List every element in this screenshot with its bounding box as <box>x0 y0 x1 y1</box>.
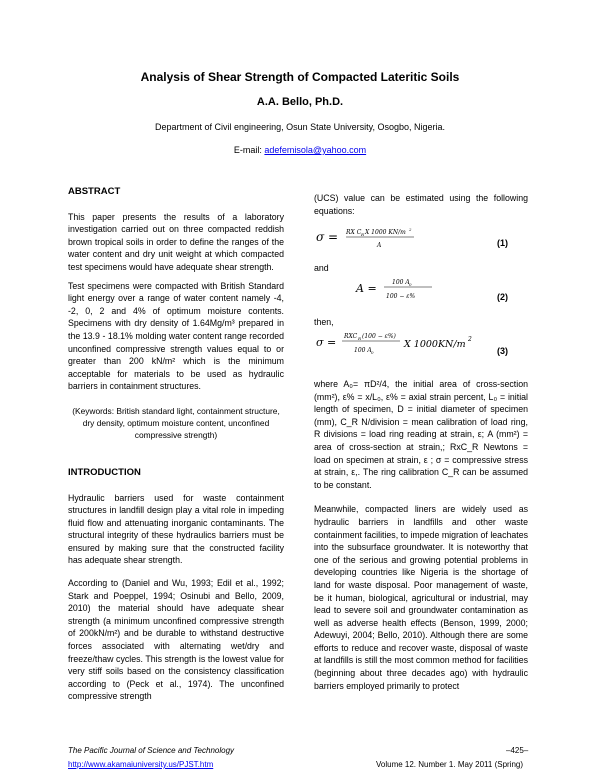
svg-text:100 − ε%: 100 − ε% <box>386 293 416 300</box>
svg-text:X 1000 KN/m: X 1000 KN/m <box>365 229 406 236</box>
svg-text:σ =: σ = <box>316 336 337 349</box>
author: A.A. Bello, Ph.D. <box>256 96 344 108</box>
svg-text:100 A: 100 A <box>392 279 410 286</box>
email-label: E-mail: <box>233 145 262 155</box>
equation-3 <box>314 328 528 358</box>
definitions-paragraph: where A₀= πD²/4, the initial area of cross-section (mm²), ε% = x/L₀, ε% = axial strain percent, L₀ = initial length of specimen, D = initial diameter of specimen (mm), C_R N/division = mean calibration of load ring, R divisions = load ring reading at strain, ε; A (mm²) = area of cross-section at strain,; RxC_R Newtons = load on specimen at strain, ε ; σ = compressive stress at strain, ε,. The ring calibration C_R can be assumed to be constant. <box>314 379 528 490</box>
svg-text:R: R <box>358 336 362 341</box>
email-link[interactable]: adefemisola@yahoo.com <box>264 145 367 155</box>
paper-title: Analysis of Shear Strength of Compacted Lateritic Soils <box>140 70 460 84</box>
svg-text:RX C: RX C <box>346 229 362 236</box>
svg-text:RXC: RXC <box>344 333 358 340</box>
and-label: and <box>314 263 329 273</box>
page-number: –425– <box>506 746 529 755</box>
footer-url-link[interactable]: http://www.akamaiuniversity.us/PJST.htm <box>68 760 214 769</box>
equation-1-number: (1) <box>497 238 508 248</box>
svg-text:A: A <box>377 242 382 249</box>
then-label: then, <box>314 317 334 327</box>
abstract-heading: ABSTRACT <box>68 186 121 197</box>
svg-text:(100 − ε%): (100 − ε%) <box>362 333 396 340</box>
equation-3-graphic <box>314 328 528 358</box>
svg-text:R: R <box>361 232 365 237</box>
keywords: (Keywords: British standard light, containment structure, dry density, optimum moisture content, unconfined compressive strength) <box>72 405 280 440</box>
footer-url-wrapper <box>68 760 213 769</box>
equation-3-number: (3) <box>497 346 508 356</box>
affiliation: Department of Civil engineering, Osun State University, Osogbo, Nigeria. <box>155 122 445 132</box>
footer-journal: The Pacific Journal of Science and Technology <box>68 746 235 755</box>
abstract-paragraph-1: This paper presents the results of a laboratory investigation carried out on three compacted reddish brown tropical soils in order to define the ranges of the water content and dry unit weight at which compacted test specimens would have adequate shear strength. <box>68 211 284 272</box>
meanwhile-paragraph: Meanwhile, compacted liners are widely used as hydraulic barriers in landfills and other waste containment facilities, to impede migration of leachates into the subsurface groundwater. It is noteworthy that one of the serious and growing potential problems in developing countries like Nigeria is the shortage of land for waste disposal. Poor management of waste, be it human, biological, agricultural or industrial, may lead to severe soil and groundwater contamination as well as adverse health effects (Benson, 1999, 2000; Adewuyi, 2004; Bello, 2010). Although there are some efforts to reduce and recover waste, disposal of waste at landfills is still the most common method for facilities (beginning about three decades ago) with hydraulic barriers employed primarily to protect <box>314 504 528 691</box>
svg-text:A =: A = <box>356 282 377 295</box>
ucs-intro-paragraph: (UCS) value can be estimated using the following equations: <box>314 193 528 216</box>
svg-text:2: 2 <box>468 336 472 343</box>
svg-text:0: 0 <box>409 282 412 287</box>
svg-text:100 A: 100 A <box>354 347 372 354</box>
introduction-heading: INTRODUCTION <box>68 466 141 478</box>
equation-2-number: (2) <box>497 292 508 302</box>
svg-text:0: 0 <box>371 350 374 355</box>
left-column <box>68 186 284 709</box>
abstract-paragraph-2: Test specimens were compacted with British Standard light energy over a range of water content namely -4, -2, 0, 2 and 4% of optimum moisture contents. Specimens with dry density of 1.64Mg/m³ prepared in the 13.9 - 18.1% molding water content range recorded unconfined compressive strength values equal to or greater than 200 kN/m² which is the minimum acceptable for materials to be used as hydraulic barriers in containment structures. <box>68 280 284 392</box>
introduction-paragraph-1: Hydraulic barriers used for waste containment structures in landfill design play a vital role in impeding fluid flow and attenuating inorganic contaminants. The structural integrity of these hydraulics barriers must be ensured by making sure that the constructed facility has adequate shear strength. <box>68 492 284 566</box>
right-column <box>314 192 528 223</box>
equation-1-graphic <box>314 224 528 254</box>
email-line <box>0 145 600 155</box>
introduction-paragraph-2: According to (Daniel and Wu, 1993; Edil et al., 1992; Stark and Poeppel, 1994; Osinubi and Bello, 2009, 2010) the material should have adequate shear strength (a minimum unconfined compressive strength of 200kN/m²) and be durable to withstand destructive forces associated with alternating wet/dry and freeze/thaw cycles. This strength is the lowest value for very stiff soils based on the consistency classification according to (Peck et al., 1974). The unconfined compressive strength <box>68 578 284 702</box>
svg-text:2: 2 <box>409 227 412 232</box>
footer-volume: Volume 12. Number 1. May 2011 (Spring) <box>376 760 524 769</box>
svg-text:X 1000KN/m: X 1000KN/m <box>404 339 466 350</box>
equation-2-graphic <box>314 274 528 304</box>
svg-text:σ =: σ = <box>316 230 339 244</box>
equation-1 <box>314 224 528 254</box>
equation-2 <box>314 274 528 304</box>
right-column-body <box>314 378 528 698</box>
